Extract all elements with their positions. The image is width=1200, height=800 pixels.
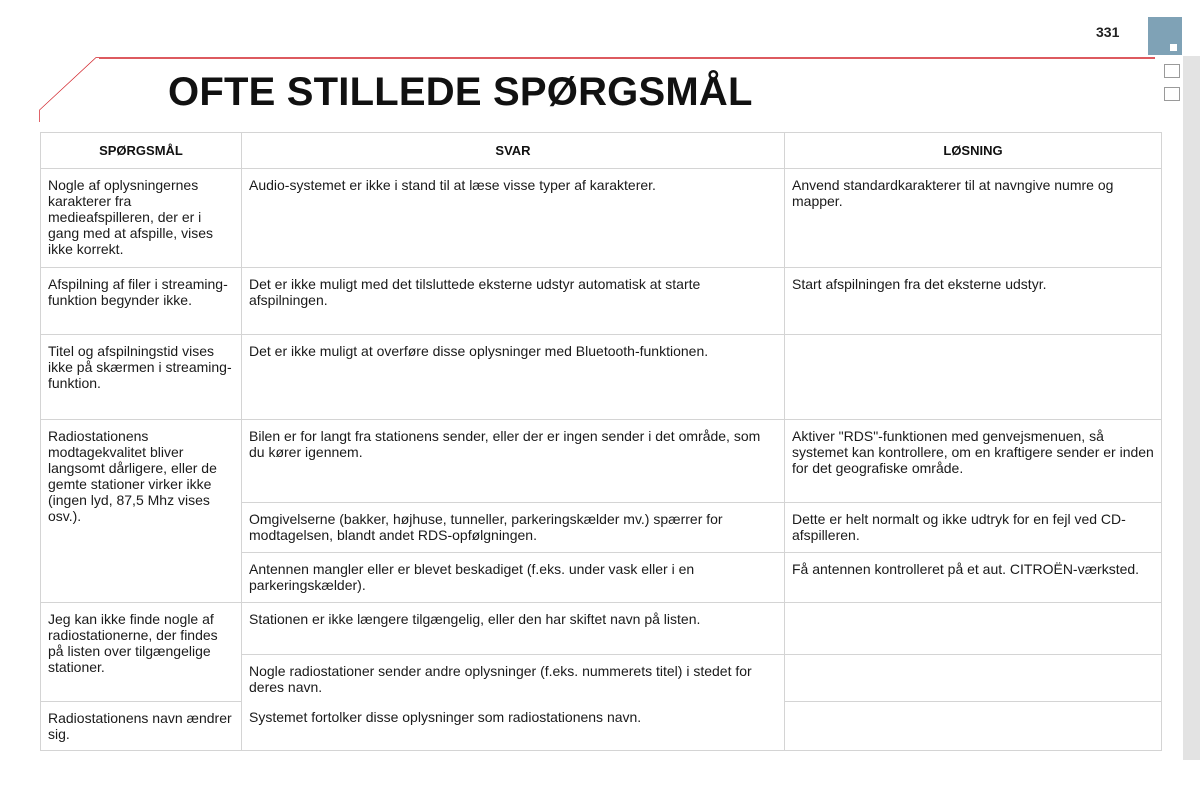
- solution-cell: Start afspilningen fra det eksterne udstyr.: [785, 268, 1162, 335]
- solution-cell: Få antennen kontrolleret på et aut. CITROËN-værksted.: [785, 553, 1162, 603]
- solution-cell: Aktiver "RDS"-funktionen med genvejsmenuen, så systemet kan kontrollere, om en kraftigere sender er inden for det geografiske område.: [785, 420, 1162, 503]
- page-title: OFTE STILLEDE SPØRGSMÅL: [168, 70, 753, 114]
- answer-cell: Antennen mangler eller er blevet beskadiget (f.eks. under vask eller i en parkeringskælder).: [242, 553, 785, 603]
- question-cell: Afspilning af filer i streaming-funktion begynder ikke.: [41, 268, 242, 335]
- answer-cell: Systemet fortolker disse oplysninger som radiostationens navn.: [242, 701, 785, 750]
- solution-cell: [785, 603, 1162, 655]
- table-row: [41, 701, 1162, 750]
- title-frame-corner: [40, 58, 99, 122]
- table-row: [41, 420, 1162, 503]
- solution-cell: [785, 701, 1162, 750]
- answer-cell: Stationen er ikke længere tilgængelig, eller den har skiftet navn på listen.: [242, 603, 785, 655]
- answer-cell: Audio-systemet er ikke i stand til at læse visse typer af karakterer.: [242, 169, 785, 268]
- table-row: [41, 268, 1162, 335]
- answer-cell: Det er ikke muligt med det tilsluttede eksterne udstyr automatisk at starte afspilningen.: [242, 268, 785, 335]
- page-number: 331: [1096, 24, 1120, 40]
- answer-cell: Det er ikke muligt at overføre disse oplysninger med Bluetooth-funktionen.: [242, 335, 785, 420]
- column-header-question: SPØRGSMÅL: [41, 133, 242, 169]
- solution-cell: Anvend standardkarakterer til at navngive numre og mapper.: [785, 169, 1162, 268]
- question-cell: Nogle af oplysningernes karakterer fra medieafspilleren, der er i gang med at afspille, vises ikke korrekt.: [41, 169, 242, 268]
- answer-cell: Bilen er for langt fra stationens sender, eller der er ingen sender i det område, som du kører igennem.: [242, 420, 785, 503]
- faq-table: [40, 132, 1162, 751]
- answer-cell: Nogle radiostationer sender andre oplysninger (f.eks. nummerets titel) i stedet for deres navn.: [242, 655, 785, 702]
- answer-cell: Omgivelserne (bakker, højhuse, tunneller, parkeringskælder mv.) spærrer for modtagelsen, blandt andet RDS-opfølgningen.: [242, 503, 785, 553]
- question-cell: Radiostationens modtagekvalitet bliver langsomt dårligere, eller de gemte stationer virker ikke (ingen lyd, 87,5 Mhz vises osv.).: [41, 420, 242, 603]
- table-row: [41, 169, 1162, 268]
- side-margin-bar: [1183, 56, 1200, 760]
- table-header-row: [41, 133, 1162, 169]
- table-row: [41, 603, 1162, 655]
- column-header-solution: LØSNING: [785, 133, 1162, 169]
- solution-cell: Dette er helt normalt og ikke udtryk for en fejl ved CD-afspilleren.: [785, 503, 1162, 553]
- solution-cell: [785, 655, 1162, 702]
- question-cell: Radiostationens navn ændrer sig.: [41, 701, 242, 750]
- solution-cell: [785, 335, 1162, 420]
- question-cell: Jeg kan ikke finde nogle af radiostationerne, der findes på listen over tilgængelige stationer.: [41, 603, 242, 702]
- table-row: [41, 335, 1162, 420]
- question-cell: Titel og afspilningstid vises ikke på skærmen i streaming-funktion.: [41, 335, 242, 420]
- column-header-answer: SVAR: [242, 133, 785, 169]
